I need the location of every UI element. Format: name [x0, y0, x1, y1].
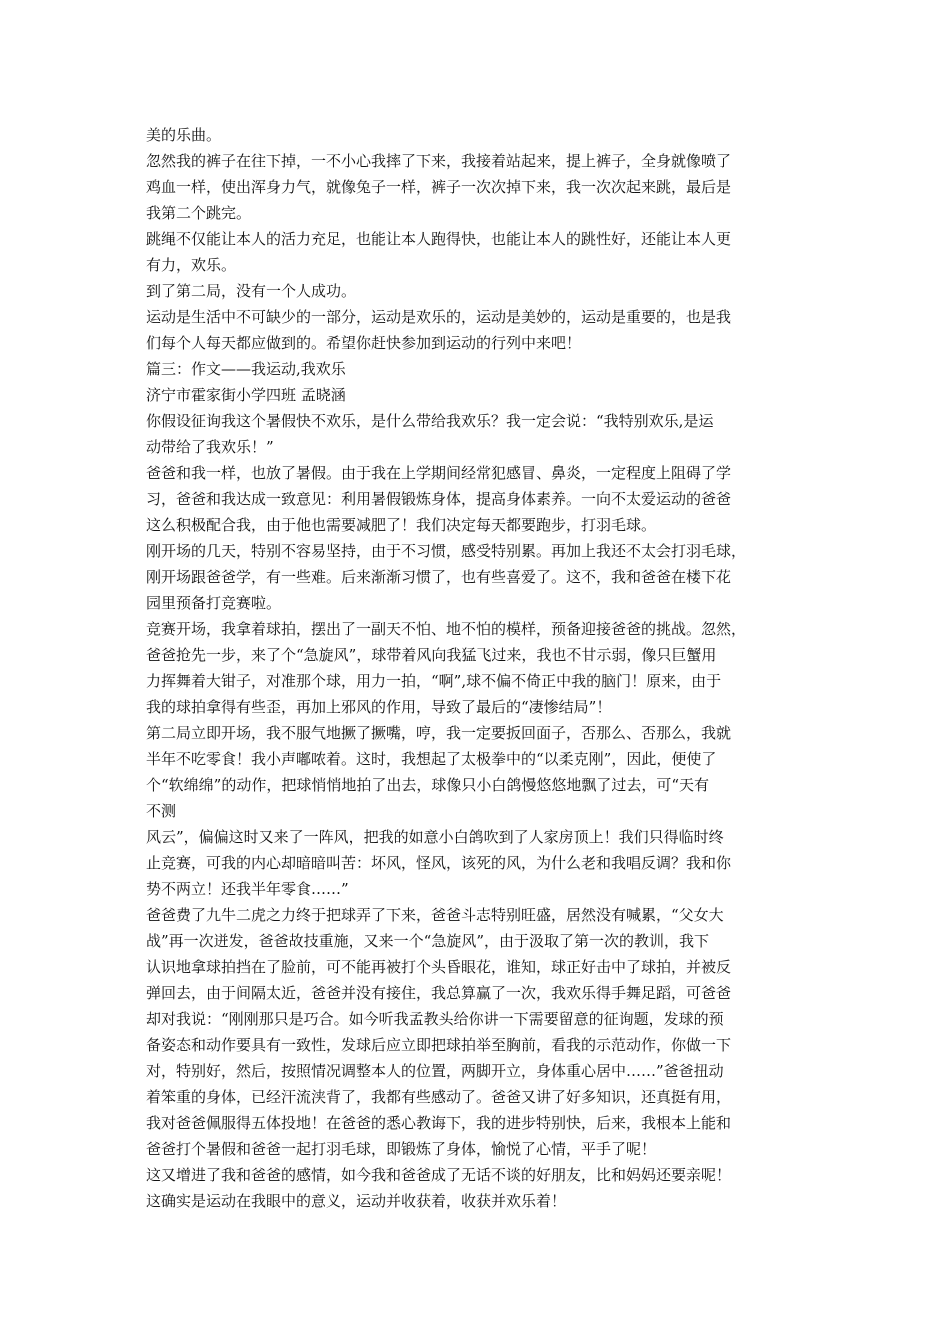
text-line: 动带给了我欢乐！”: [146, 438, 274, 456]
author-line: 济宁市霍家街小学四班 孟晓涵: [146, 386, 346, 404]
text-line: 运动是生活中不可缺少的一部分，运动是欢乐的，运动是美妙的，运动是重要的，也是我: [146, 308, 732, 326]
text-line: 美的乐曲。: [146, 126, 222, 144]
text-line: 刚开场的几天，特别不容易坚持，由于不习惯，感受特别累。再加上我还不太会打羽毛球，: [146, 542, 747, 560]
text-line: 备姿态和动作要具有一致性，发球后应立即把球拍举至胸前，看我的示范动作，你做一下: [146, 1036, 732, 1054]
text-line: 弹回去，由于间隔太近，爸爸并没有接住，我总算赢了一次，我欢乐得手舞足蹈，可爸爸: [146, 984, 732, 1002]
text-line: 竞赛开场，我拿着球拍，摆出了一副天不怕、地不怕的模样，预备迎接爸爸的挑战。忽然，: [146, 620, 747, 638]
text-line: 第二局立即开场，我不服气地撅了撅嘴，哼，我一定要扳回面子，否那么、否那么，我就: [146, 724, 732, 742]
text-line: 爸爸费了九牛二虎之力终于把球弄了下来，爸爸斗志特别旺盛，居然没有喊累，“父女大: [146, 906, 724, 924]
text-line: 跳绳不仅能让本人的活力充足，也能让本人跑得快，也能让本人的跳性好，还能让本人更: [146, 230, 732, 248]
text-line: 鸡血一样，使出浑身力气，就像兔子一样，裤子一次次掉下来，我一次次起来跳，最后是: [146, 178, 732, 196]
text-line: 不测: [146, 802, 177, 820]
text-line: 力挥舞着大钳子，对准那个球，用力一拍，“啊”,球不偏不倚正中我的脑门！原来，由于: [146, 672, 722, 690]
text-line: 我第二个跳完。: [146, 204, 252, 222]
text-line: 园里预备打竞赛啦。: [146, 594, 282, 612]
text-line: 这么积极配合我，由于他也需要减肥了！我们决定每天都要跑步，打羽毛球。: [146, 516, 657, 534]
text-line: 认识地拿球拍挡在了脸前，可不能再被打个头昏眼花，谁知，球正好击中了球拍，并被反: [146, 958, 732, 976]
text-line: 到了第二局，没有一个人成功。: [146, 282, 357, 300]
text-line: 对，特别好，然后，按照情况调整本人的位置，两脚开立，身体重心居中……”爸爸扭动: [146, 1062, 724, 1080]
text-line: 爸爸打个暑假和爸爸一起打羽毛球，即锻炼了身体，愉悦了心情，平手了呢！: [146, 1140, 657, 1158]
text-line: 这确实是运动在我眼中的意义，运动并收获着，收获并欢乐着！: [146, 1192, 567, 1210]
text-line: 这又增进了我和爸爸的感情，如今我和爸爸成了无话不谈的好朋友，比和妈妈还要亲呢！: [146, 1166, 732, 1184]
text-line: 个“软绵绵”的动作，把球悄悄地拍了出去，球像只小白鸽慢悠悠地飘了过去，可“天有: [146, 776, 710, 794]
document-body: [146, 122, 810, 1214]
text-line: 半年不吃零食！我小声嘟哝着。这时，我想起了太极拳中的“以柔克刚”，因此，便使了: [146, 750, 717, 768]
text-line: 我对爸爸佩服得五体投地！在爸爸的悉心教诲下，我的进步特别快，后来，我根本上能和: [146, 1114, 732, 1132]
text-line: 爸爸和我一样，也放了暑假。由于我在上学期间经常犯感冒、鼻炎，一定程度上阻碍了学: [146, 464, 732, 482]
text-line: 我的球拍拿得有些歪，再加上邪风的作用，导致了最后的“凄惨结局”！: [146, 698, 612, 716]
text-line: 战”再一次迸发，爸爸故技重施，又来一个“急旋风”，由于汲取了第一次的教训，我下: [146, 932, 710, 950]
text-line: 爸爸抢先一步，来了个“急旋风”，球带着风向我猛飞过来，我也不甘示弱，像只巨蟹用: [146, 646, 717, 664]
text-line: 有力，欢乐。: [146, 256, 237, 274]
text-line: 止竞赛，可我的内心却暗暗叫苦：坏风，怪风，该死的风，为什么老和我唱反调？我和你: [146, 854, 732, 872]
text-line: 们每个人每天都应做到的。希望你赶快参加到运动的行列中来吧！: [146, 334, 582, 352]
text-line: 忽然我的裤子在往下掉，一不小心我摔了下来，我接着站起来，提上裤子，全身就像喷了: [146, 152, 732, 170]
text-line: 习，爸爸和我达成一致意见：利用暑假锻炼身体，提高身体素养。一向不太爱运动的爸爸: [146, 490, 732, 508]
text-line: 势不两立！还我半年零食……”: [146, 880, 349, 898]
text-line: 刚开场跟爸爸学，有一些难。后来渐渐习惯了，也有些喜爱了。这不，我和爸爸在楼下花: [146, 568, 732, 586]
section-title: 篇三：作文——我运动,我欢乐: [146, 360, 346, 378]
text-line: 风云”，偏偏这时又来了一阵风，把我的如意小白鸽吹到了人家房顶上！我们只得临时终: [146, 828, 724, 846]
text-line: 着笨重的身体，已经汗流浃背了，我都有些感动了。爸爸又讲了好多知识，还真挺有用，: [146, 1088, 732, 1106]
text-line: 你假设征询我这个暑假快不欢乐，是什么带给我欢乐？我一定会说：“我特别欢乐,是运: [146, 412, 714, 430]
text-line: 却对我说：“刚刚那只是巧合。如今听我孟教头给你讲一下需要留意的征询题，发球的预: [146, 1010, 724, 1028]
